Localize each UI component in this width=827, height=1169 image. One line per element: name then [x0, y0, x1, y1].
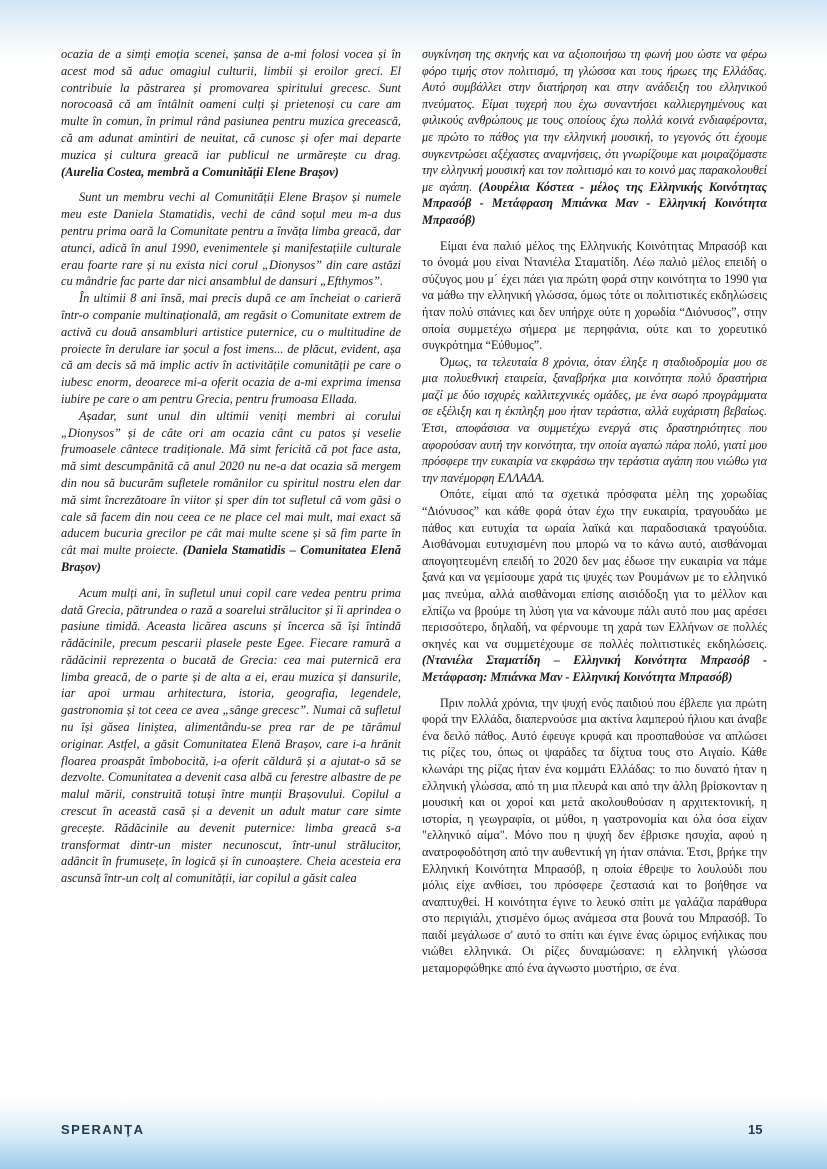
left-column-romanian	[61, 46, 401, 1106]
paragraph-child-story-ro: Acum mulți ani, în sufletul unui copil care vedea pentru prima dată Grecia, pătrundea o rază a soarelui strălucitor și îi aprindea o pasiune timidă. Aceasta licărea ascuns și încerca să își întindă rădăcinile, precum pescarii plasele peste Egee. Fiecare ramură a rădăcinii reprezenta o bucată de Grecia: cea mai puternică era limba greacă, de o parte și de alta a ei, erau muzica și dansurile, iar apoi urmau arhitectura, istoria, geografia, legendele, gastronomia și tot ceea ce avea „sânge grecesc”. Numai că sufletul nu își găsea liniștea, alimentându-se prea rar de pe tărâmul originar. Astfel, a găsit Comunitatea Elenă Brașov, care i-a hrănit floarea proaspăt îmbobocită, i-a oferit căldură și a ajutat-o să se dezvolte. Comunitatea a devenit casa albă cu ferestre albastre de pe malul mării, construită totuși între munții Brașovului. Copilul a crescut în această casă și a devenit un adult matur care simte grecește. Rădăcinile au devenit puternice: limba greacă s-a transformat dintr-un mister necunoscut, într-unul strălucitor, adâncit în frumusețe, în logică și în cunoaștere. Cheia acesteia era ascunsă într-un colț al comunității, iar copilul a găsit calea	[61, 585, 401, 886]
paragraph-stamatidis-intro-gr: Είμαι ένα παλιό μέλος της Ελληνικής Κοινότητας Μπρασόβ και το όνομά μου είναι Ντανιέλα Σταματίδη. Λέω παλιό μέλος επειδή ο σύζυγος μου μ΄ έχει πάει για πρώτη φορά στην κοινότητα το 1990 για να μάθω την ελληνική γλώσσα, όμως τότε οι πολιτιστικές εκδηλώσεις ήταν πολύ σπάνιες και δεν υπήρχε ούτε η χορωδία “Διόνυσος”, στην οποία συμμετέχω σήμερα με περηφάνια, ούτε και το χορευτικό συγκρότημα “Εύθυμος”.	[422, 238, 767, 353]
paragraph-child-story-gr: Πριν πολλά χρόνια, την ψυχή ενός παιδιού που έβλεπε για πρώτη φορά την Ελλάδα, διαπερνούσε μια ακτίνα λαμπερού ήλιου και άναβε ένα δειλό πάθος. Αυτό έφευγε κρυφά και προσπαθούσε να απλώσει τις ρίζες του, όπως οι ψαράδες τα δίχτυα τους στο Αιγαίο. Κάθε κλωνάρι της ρίζας ήταν ένα κομμάτι Ελλάδας: το πιο δυνατό ήταν η ελληνική γλώσσα, από τη μια πλευρά και από την άλλη βρίσκονταν η μουσική και οι χοροί και μετά ακολουθούσαν η αρχιτεκτονική, η ιστορία, η γεωγραφία, οι μύθοι, η γαστρονομία και όλα όσα είχαν "ελληνικό αίμα". Μόνο που η ψυχή δεν έβρισκε ησυχία, αφού η ανατροφοδότηση από την αυθεντική γη ήταν σπάνια. Έτσι, βρήκε την Ελληνική Κοινότητα Μπρασόβ, η οποία έθρεψε το λουλούδι που μόλις είχε ανθίσει, του πρόσφερε ζεστασιά και το βοήθησε να αναπτυχθεί. Η κοινότητα έγινε το λευκό σπίτι με γαλάζια παράθυρα στο περιγιάλι, χτισμένο όμως ανάμεσα στα βουνά του Μπρασόβ. Το παιδί μεγάλωσε σ' αυτό το σπίτι και έγινε ένας ώριμος ενήλικας που νιώθει ελληνικά. Οι ρίζες δυναμώσανε: η ελληνική γλώσσα μεταμορφώθηκε από ένα άγνωστο μυστήριο, σε ένα	[422, 695, 767, 976]
paragraph-costea-gr	[422, 46, 767, 229]
paragraph-stamatidis-career-gr: Όμως, τα τελευταία 8 χρόνια, όταν έληξε η σταδιοδρομία μου σε μια πολυεθνική εταιρεία, ξαναβρήκα μια κοινότητα πολύ δραστήρια μαζί με δύο ισχυρές καλλιτεχνικές ομάδες, με ένα σωρό προγράμματα σε εξέλιξη και η έκπληξη μου ήταν τεράστια, αλλά ευχάριστη βεβαίως. Έτσι, αποφάσισα να συμμετέχω ενεργά στις δραστηριότητες που αφορούσαν αυτή την κοινότητα, την οποία αγαπώ πάρα πολύ, γιατί μου πρόσφερε την ευκαιρία να εκφράσω την τεράστια αγάπη που νιώθω για την πανέμορφη ΕΛΛΑΔΑ.	[422, 354, 767, 485]
signature: (Aurelia Costea, membră a Comunității Elene Brașov)	[61, 164, 339, 179]
paragraph-stamatidis-choir-gr	[422, 486, 767, 685]
paragraph-text: συγκίνηση της σκηνής και να αξιοποιήσω τη φωνή μου ώστε να φέρω φόρο τιμής στον πολιτισμό, τη γλώσσα και τους ήρωες της Ελλάδας. Αυτό συμβάλλει στην διατήρηση και στην ανάδειξη του ελληνικού πνεύματος. Είμαι τυχερή που έχω συναντήσει καλλιεργημένους και φιλικούς ανθρώπους με τους οποίους έχω πολλά κοινά ενδιαφέροντα, με πρώτο το πάθος για την ελληνική μουσική, το γεγονός ότι έχουμε συγκεντρώσει αξέχαστες αναμνήσεις, ότι γνωρίζουμε και μοιραζόμαστε την ελληνική μουσική και τον πολιτισμό και το κοινό μας παρακολουθεί με αγάπη.	[422, 47, 767, 194]
signature: (Αουρέλια Κόστεα - μέλος της Ελληνικής Κοινότητας Μπρασόβ - Μετάφραση Μπιάνκα Μαν - Ελληνική Κοινότητα Μπρασόβ)	[422, 179, 767, 227]
paragraph-stamatidis-career-ro: În ultimii 8 ani însă, mai precis după ce am încheiat o carieră într-o companie multinațională, am regăsit o Comunitate extrem de activă cu două ansambluri artistice puternice, cu o multitudine de proiecte în derulare iar șocul a fost imens... de plăcut, evident, așa că am decis să mă implic activ în activitățile comunității pe care o iubesc enorm, deoarece mi-a oferit ocazia de a-mi exprima imensa iubire pe care o am pentru Grecia, pentru frumoasa Ellada.	[61, 291, 401, 406]
signature: (Daniela Stamatidis – Comunitatea Elenă Brașov)	[61, 543, 401, 574]
paragraph-stamatidis-choir-ro	[61, 408, 401, 576]
paragraph-text: ocazia de a simți emoția scenei, șansa de a-mi folosi vocea și în acest mod să aduc omagiul culturii, limbii și eroilor greci. El contribuie la păstrarea și promovarea spiritului grecesc. Sunt norocoasă că am întâlnit oameni culți și prietenoși cu care am multe în comun, în primul rând pasiunea pentru muzica grecească, că am adunat amintiri de neuitat, că cunosc și ofer mai departe muzica și cultura greacă iar publicul ne urmărește cu drag.	[61, 47, 401, 162]
paragraph-stamatidis-intro-ro: Sunt un membru vechi al Comunității Elene Brașov și numele meu este Daniela Stamatidis, vechi de când soțul meu m-a dus pentru prima oară la Comunitate pentru a învăța limba greacă, dar atunci, adică în anul 1990, evenimentele și manifestațiile culturale erau foarte rare și nu exista nici corul „Dionysos” din care astăzi cu mândrie fac parte dar nici ansamblul de dansuri „Efthymos”.	[61, 190, 401, 289]
magazine-title: SPERANŢA	[61, 1122, 145, 1137]
paragraph-text: Așadar, sunt unul din ultimii veniți membri ai corului „Dionysos” și de câte ori am ocazia cânt cu patos și veselie frumoasele cântece tradiționale. Mă simt fericită că pot face asta, mă simt descumpănită că anul 2020 nu ne-a dat ocazia să mergem din nou să bucurăm sufletele românilor cu spiritul nostru elen dar mă simt încrezătoare în viitor și sper din tot sufletul că vom găsi o cale să facem din nou ceea ce ne place cel mai mult, mai exact să aducem bucuria grecilor pe cât mai multe scene și să fim parte în cât mai multe proiecte.	[61, 408, 401, 558]
right-column-greek	[422, 46, 767, 1106]
paragraph-text: Οπότε, είμαι από τα σχετικά πρόσφατα μέλη της χορωδίας “Διόνυσος” και κάθε φορά όταν έχω την ευκαιρία, τραγουδάω με πάθος και ευτυχία τα ωραία λαϊκά και παραδοσιακά τραγούδια. Αισθάνομαι ευτυχισμένη που μπορώ να το κάνω αυτό, αισθάνομαι απογοητευμένη επειδή το 2020 δεν μας έδωσε την ευκαιρία να πάμε ξανά και να γεμίσουμε χαρά τις ψυχές των Ρουμάνων με το ελληνικό μας πνεύμα, αλλά αισθάνομαι επίσης αισιόδοξη για το μέλλον και ελπίζω να βρούμε τη λύση για να κάνουμε πάλι αυτό που μας αρέσει περισσότερο, δηλαδή, να φέρνουμε τη χαρά των Ελλήνων σε πολλές σκηνές και να συμμετέχουμε σε πολλές πολιτιστικές εκδηλώσεις.	[422, 487, 767, 651]
paragraph-costea-ro	[61, 46, 401, 180]
page-number: 15	[748, 1122, 763, 1137]
signature: (Ντανιέλα Σταματίδη – Ελληνική Κοινότητα Μπρασόβ - Μετάφραση: Μπιάνκα Μαν - Ελληνική Κοινότητα Μπρασόβ)	[422, 653, 767, 684]
